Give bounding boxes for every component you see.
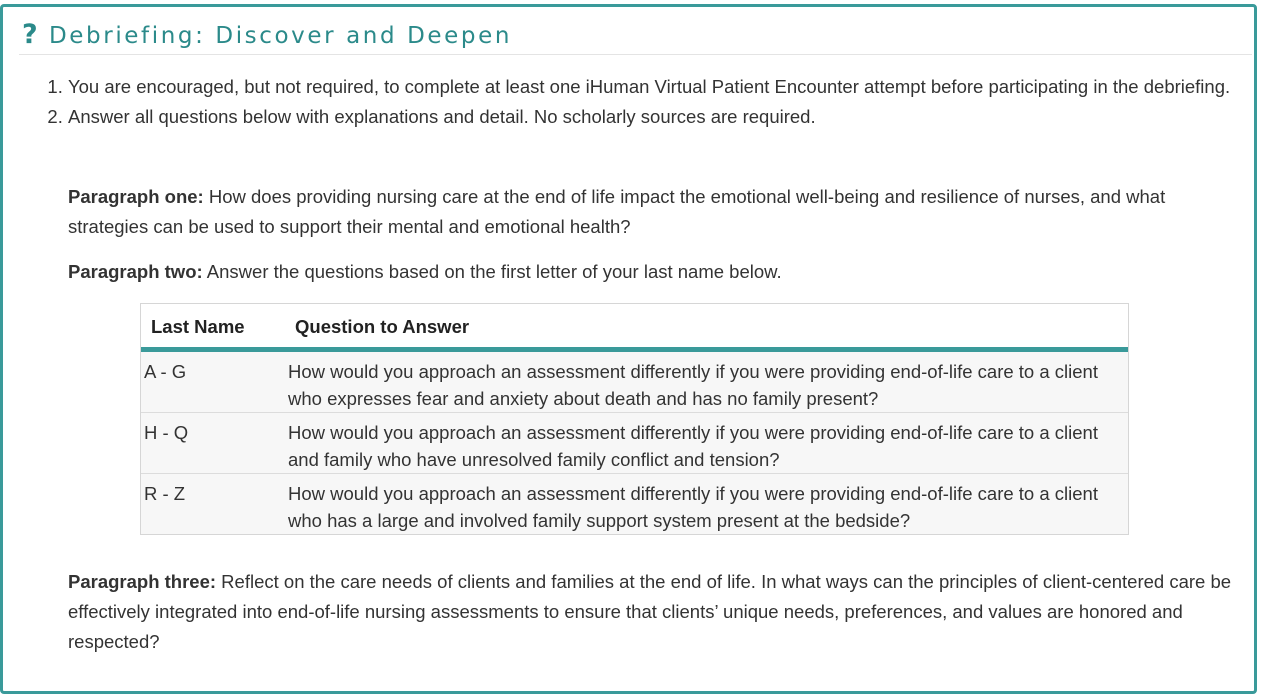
table-cell-question: How would you approach an assessment differently if you were providing end-of-life care to a client who has a large and involved family support system present at the bedside? xyxy=(288,483,1098,531)
panel-header xyxy=(19,21,1252,55)
paragraph-one xyxy=(68,182,1240,242)
paragraph-two xyxy=(68,257,1240,287)
list-item: 1. You are encouraged, but not required, to complete at least one iHuman Virtual Patient Encounter attempt before participating in the debriefing. xyxy=(68,72,1258,102)
column-header-last-name: Last Name xyxy=(151,316,245,337)
table-cell-range: H - Q xyxy=(144,422,189,443)
table-header xyxy=(141,304,1128,352)
question-icon: ? xyxy=(22,19,38,50)
list-item: 2. Answer all questions below with explanations and detail. No scholarly sources are required. xyxy=(68,102,1258,132)
instruction-list xyxy=(46,72,1258,132)
table-cell-question: How would you approach an assessment differently if you were providing end-of-life care to a client who expresses fear and anxiety about death and has no family present? xyxy=(288,361,1098,409)
paragraph-three-text: Reflect on the care needs of clients and families at the end of life. In what ways can the principles of client-centered care be effectively integrated into end-of-life nursing assessments to ensure that clients’ unique needs, preferences, and values are honored and respected? xyxy=(68,571,1232,652)
question-table xyxy=(140,303,1129,535)
paragraph-three-label: Paragraph three: xyxy=(68,571,217,592)
table-cell-range: R - Z xyxy=(144,483,186,504)
paragraph-one-text: How does providing nursing care at the end of life impact the emotional well-being and resilience of nurses, and what strategies can be used to support their mental and emotional health? xyxy=(68,186,1166,237)
paragraph-two-label: Paragraph two: xyxy=(68,261,203,282)
table-row xyxy=(141,474,1128,534)
table-row xyxy=(141,413,1128,474)
panel-title: Debriefing: Discover and Deepen xyxy=(49,23,513,49)
table-cell-question: How would you approach an assessment differently if you were providing end-of-life care to a client and family who have unresolved family conflict and tension? xyxy=(288,422,1098,470)
paragraph-one-label: Paragraph one: xyxy=(68,186,204,207)
paragraph-three xyxy=(68,567,1240,657)
column-header-question: Question to Answer xyxy=(295,316,470,337)
table-row xyxy=(141,352,1128,413)
paragraph-two-text: Answer the questions based on the first letter of your last name below. xyxy=(202,261,782,282)
table-cell-range: A - G xyxy=(144,361,187,382)
